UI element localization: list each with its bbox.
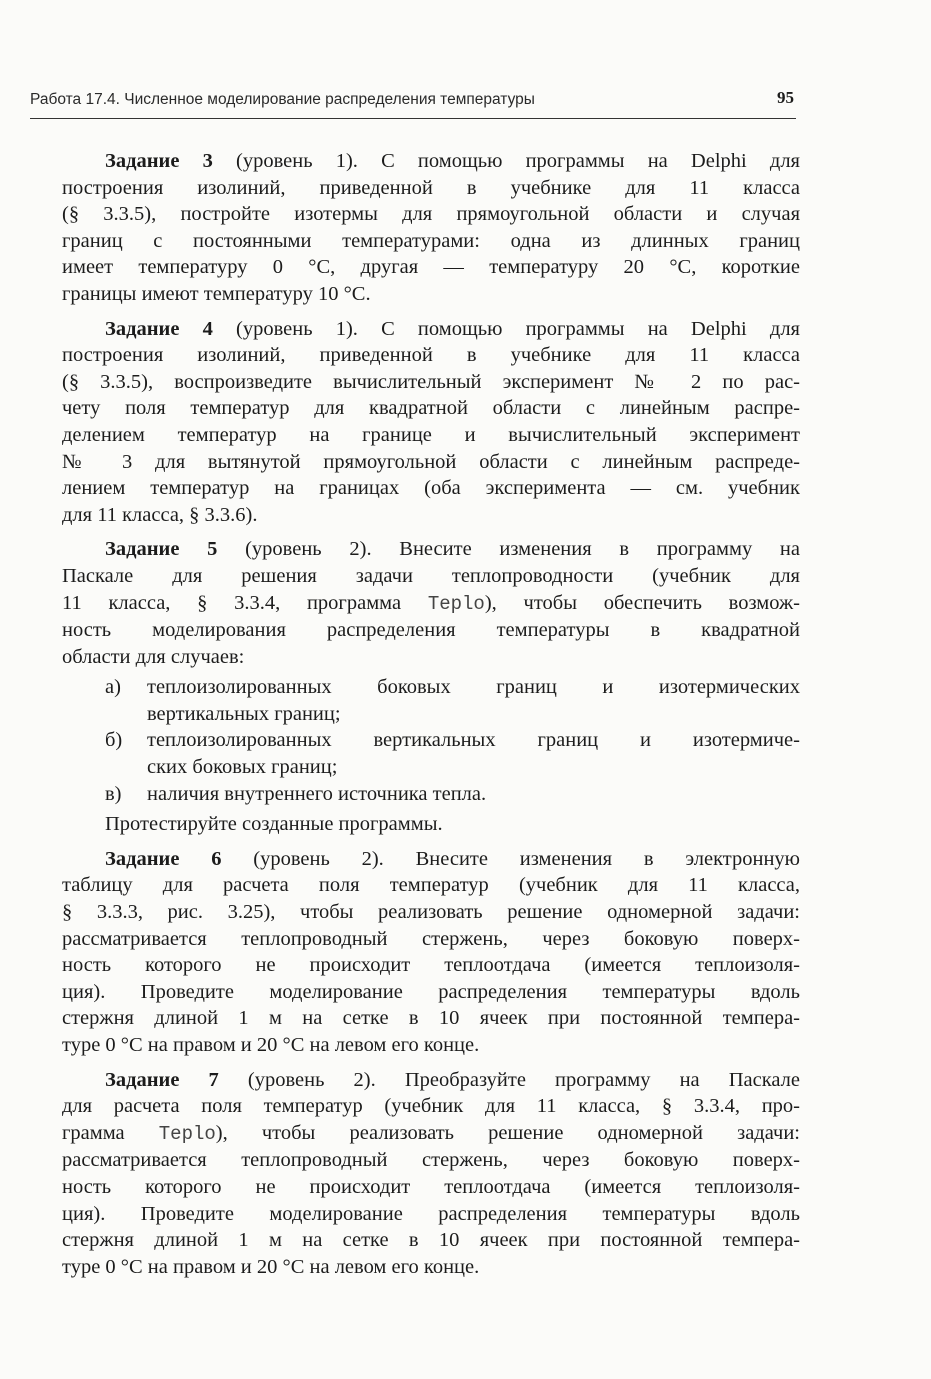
text-segment: (§ 3.3.5), постройте изотермы для прямоугольной области и случая [62, 203, 800, 226]
text-segment: рассматривается теплопроводный стержень, через боковую поверх- [62, 927, 800, 950]
text-segment: делением температур на границе и вычислительный эксперимент [62, 423, 800, 446]
list-marker: а) [105, 676, 121, 699]
task-heading: Задание 6 [105, 847, 222, 870]
text-segment: теплоизолированных боковых границ и изотермических [147, 676, 800, 699]
task-heading: Задание 7 [105, 1068, 219, 1091]
program-name: Teplo [158, 1122, 216, 1145]
text-segment: ность которого не происходит теплоотдача (имеется теплоизоля- [62, 1175, 800, 1198]
text-line [62, 1174, 800, 1201]
text-line [147, 701, 800, 728]
text-segment: § 3.3.3, рис. 3.25), чтобы реализовать решение одномерной задачи: [62, 901, 800, 924]
running-header [30, 88, 796, 119]
text-segment: для 11 класса, § 3.3.6). [62, 503, 258, 526]
text-segment: (уровень 2). Внесите изменения в программу на [217, 538, 800, 561]
text-segment: (уровень 2). Преобразуйте программу на Паскале [218, 1068, 800, 1091]
text-line [62, 449, 800, 476]
text-line [62, 422, 800, 449]
text-line [62, 1254, 800, 1281]
text-segment: имеет температуру 0 °С, другая — температуру 20 °С, короткие [62, 256, 800, 279]
paragraph [62, 846, 800, 1059]
text-line [62, 1201, 800, 1228]
text-segment: № 3 для вытянутой прямоугольной области с линейным распреде- [62, 450, 800, 473]
text-segment: ция). Проведите моделирование распределения температуры вдоль [62, 980, 800, 1003]
text-line [62, 395, 800, 422]
text-segment: лением температур на границах (оба эксперимента — см. учебник [62, 477, 800, 500]
text-line [147, 727, 800, 754]
text-line [62, 811, 800, 838]
text-line [62, 644, 800, 671]
text-segment: грамма [62, 1121, 159, 1144]
list-item [62, 674, 800, 727]
text-segment: 11 класса, § 3.3.4, программа [62, 591, 428, 614]
text-segment: области для случаев: [62, 645, 245, 668]
text-segment: Паскале для решения задачи теплопроводности (учебник для [62, 564, 800, 587]
text-line [62, 228, 800, 255]
list-item [62, 781, 800, 808]
text-segment: теплоизолированных вертикальных границ и изотермиче- [147, 729, 800, 752]
text-line [62, 1147, 800, 1174]
text-line [62, 536, 800, 563]
paragraph [62, 148, 800, 308]
text-line [147, 781, 800, 808]
text-segment: для расчета поля температур (учебник для 11 класса, § 3.3.4, про- [62, 1095, 800, 1118]
text-line [62, 475, 800, 502]
text-segment: таблицу для расчета поля температур (учебник для 11 класса, [62, 874, 800, 897]
text-line [62, 590, 800, 618]
text-line [62, 502, 800, 529]
text-segment: чету поля температур для квадратной области с линейным распре- [62, 397, 800, 420]
text-line [62, 979, 800, 1006]
text-segment: туре 0 °С на правом и 20 °С на левом его конце. [62, 1034, 480, 1056]
task-heading: Задание 4 [105, 317, 213, 340]
text-segment: Протестируйте созданные программы. [105, 813, 443, 836]
list-item [62, 727, 800, 780]
text-line [62, 1227, 800, 1254]
task-heading: Задание 3 [105, 150, 213, 172]
text-line [62, 617, 800, 644]
text-segment: построения изолиний, приведенной в учебнике для 11 класса [62, 176, 800, 199]
text-segment: (уровень 1). С помощью программы на Delphi для [212, 150, 800, 172]
text-segment: вертикальных границ; [147, 702, 341, 725]
text-line [62, 175, 800, 202]
paragraph [62, 536, 800, 670]
paragraph [62, 316, 800, 529]
text-segment: ция). Проведите моделирование распределения температуры вдоль [62, 1202, 800, 1225]
task-heading: Задание 5 [105, 538, 218, 561]
text-line [62, 254, 800, 281]
text-segment: (уровень 1). С помощью программы на Delphi для [212, 317, 800, 340]
text-segment: границы имеют температуру 10 °С. [62, 282, 371, 305]
paragraph [62, 1067, 800, 1281]
text-segment: стержня длиной 1 м на сетке в 10 ячеек при постоянной темпера- [62, 1229, 800, 1252]
text-line [62, 563, 800, 590]
text-segment: (§ 3.3.5), воспроизведите вычислительный эксперимент № 2 по рас- [62, 370, 800, 393]
text-line [62, 1032, 800, 1059]
list-marker: б) [105, 729, 123, 752]
text-line [62, 926, 800, 953]
text-line [62, 369, 800, 396]
text-line [147, 754, 800, 781]
text-segment: ность моделирования распределения температуры в квадратной [62, 619, 800, 642]
text-line [62, 899, 800, 926]
text-line [62, 281, 800, 308]
text-line [62, 316, 800, 343]
text-line [62, 1067, 800, 1094]
text-line [62, 201, 800, 228]
text-segment: границ с постоянными температурами: одна из длинных границ [62, 229, 800, 252]
text-segment: стержня длиной 1 м на сетке в 10 ячеек при постоянной темпера- [62, 1007, 800, 1030]
text-segment: туре 0 °С на правом и 20 °С на левом его конце. [62, 1255, 480, 1278]
running-header-title: Работа 17.4. Численное моделирование распределения температуры [30, 91, 535, 108]
text-segment: (уровень 2). Внесите изменения в электронную [221, 847, 800, 870]
paragraph [62, 811, 800, 838]
text-segment: ), чтобы обеспечить возмож- [484, 591, 800, 614]
page-number: 95 [777, 88, 794, 107]
text-line [62, 342, 800, 369]
text-line [62, 1093, 800, 1120]
text-segment: рассматривается теплопроводный стержень, через боковую поверх- [62, 1149, 800, 1172]
text-segment: построения изолиний, приведенной в учебнике для 11 класса [62, 344, 800, 367]
text-line [147, 674, 800, 701]
option-list [62, 674, 800, 807]
text-segment: ских боковых границ; [147, 756, 338, 779]
text-line [62, 872, 800, 899]
text-line [62, 1005, 800, 1032]
list-marker: в) [105, 782, 122, 805]
text-segment: ность которого не происходит теплоотдача (имеется теплоизоля- [62, 954, 800, 977]
text-line [62, 952, 800, 979]
text-segment: ), чтобы реализовать решение одномерной задачи: [215, 1121, 800, 1144]
program-name: Teplo [427, 592, 485, 615]
text-line [62, 148, 800, 175]
text-line [62, 1120, 800, 1148]
text-segment: наличия внутреннего источника тепла. [147, 782, 487, 805]
text-line [62, 846, 800, 873]
page-body [62, 148, 800, 1280]
